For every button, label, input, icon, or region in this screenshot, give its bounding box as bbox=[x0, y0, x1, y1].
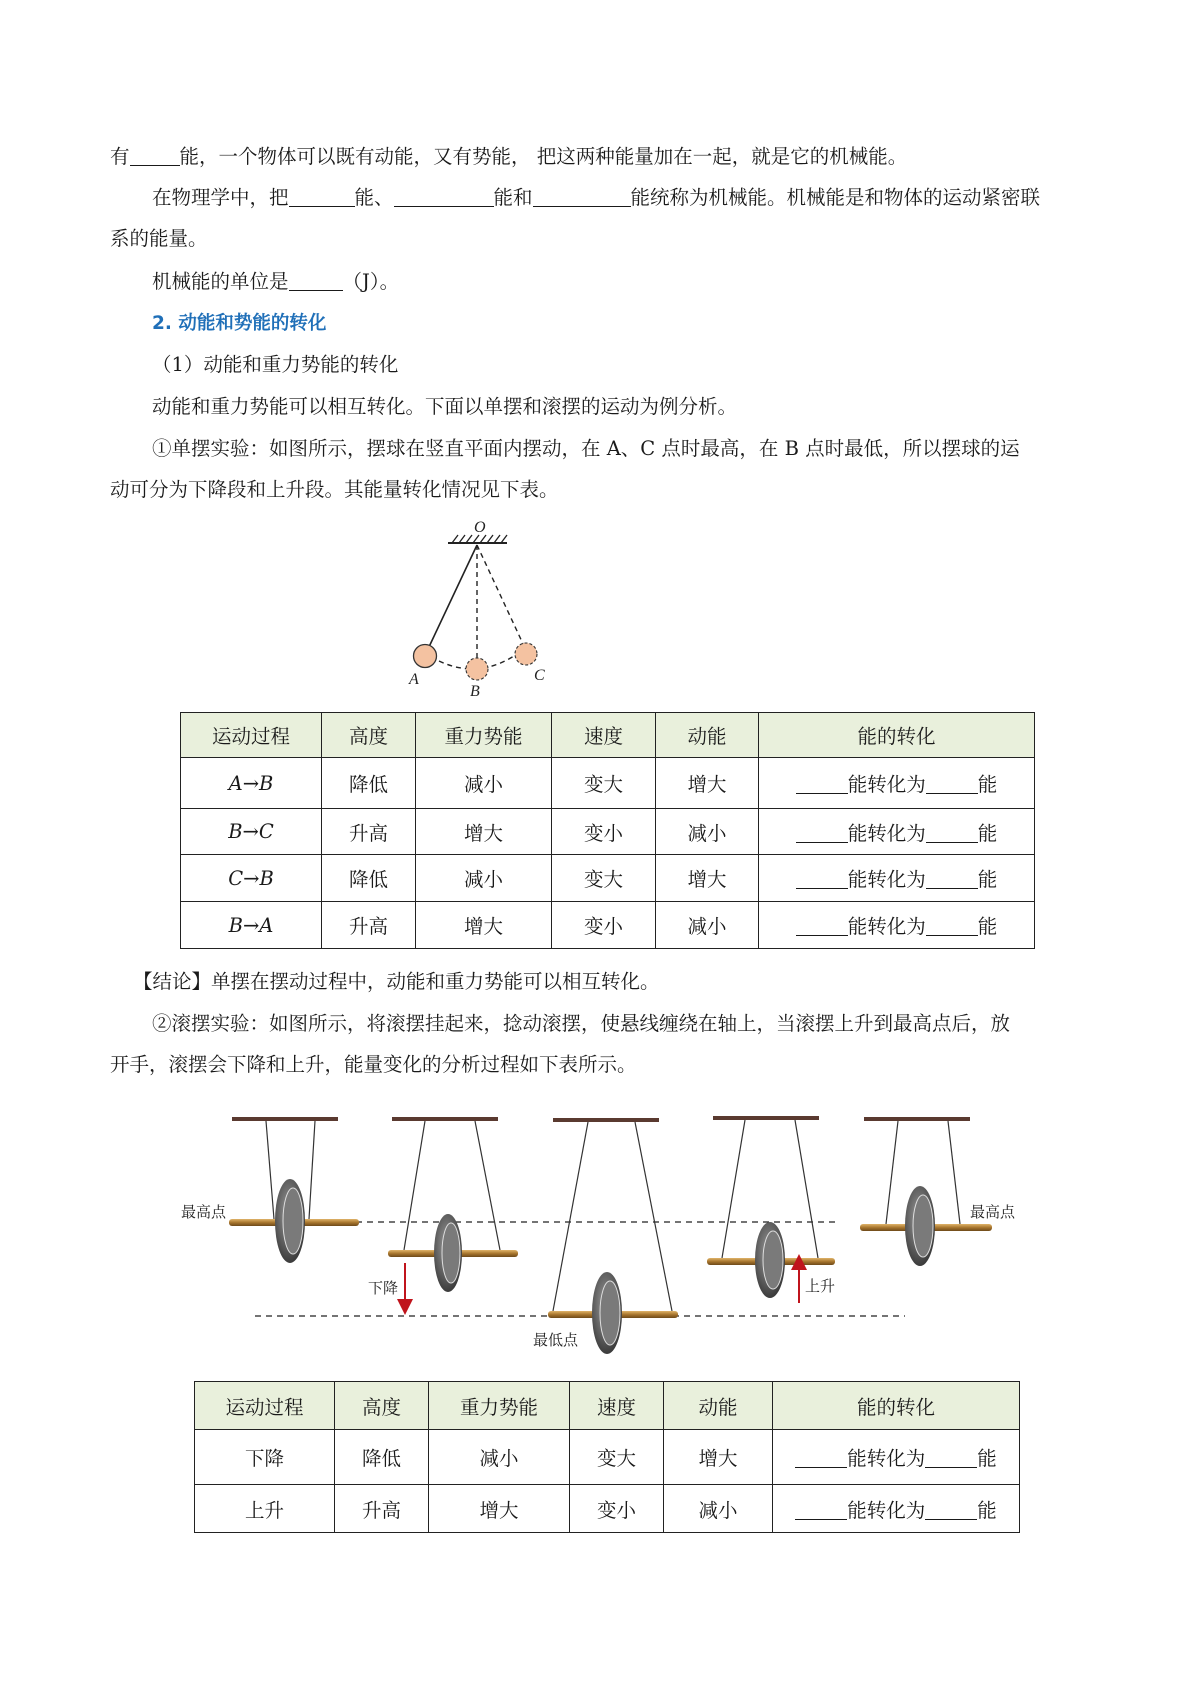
answer-blank[interactable] bbox=[925, 1447, 977, 1468]
table-header-row: 运动过程 高度 重力势能 速度 动能 能的转化 bbox=[181, 713, 1035, 758]
answer-blank[interactable] bbox=[925, 1499, 977, 1520]
table-row: C→B 降低 减小 变大 增大 能转化为 能 bbox=[181, 855, 1035, 902]
table-row: B→A 升高 增大 变小 减小 能转化为 能 bbox=[181, 902, 1035, 949]
conversion-cell: 能转化为 能 bbox=[773, 1430, 1020, 1485]
para-pendulum-experiment-cont: 动可分为下降段和上升段。其能量转化情况见下表。 bbox=[110, 478, 559, 501]
label-highest-right: 最高点 bbox=[970, 1203, 1016, 1221]
label-down: 下降 bbox=[368, 1279, 399, 1297]
para-unit: 机械能的单位是 （J）。 bbox=[152, 270, 400, 293]
table-row: 下降 降低 减小 变大 增大 能转化为 能 bbox=[195, 1430, 1020, 1485]
wheel-2 bbox=[388, 1117, 518, 1292]
conversion-cell: 能转化为 能 bbox=[759, 855, 1035, 902]
answer-blank[interactable] bbox=[795, 1447, 847, 1468]
table-row: 上升 升高 增大 变小 减小 能转化为 能 bbox=[195, 1485, 1020, 1533]
section-heading: 2. 动能和势能的转化 bbox=[152, 313, 327, 334]
wheel-3 bbox=[548, 1118, 678, 1354]
subsection-heading: （1）动能和重力势能的转化 bbox=[152, 353, 399, 376]
label-b: B bbox=[470, 683, 480, 700]
para-mechanical-energy-cont: 系的能量。 bbox=[110, 227, 208, 250]
wheel-5 bbox=[860, 1117, 992, 1266]
label-highest-left: 最高点 bbox=[181, 1203, 227, 1221]
label-c: C bbox=[534, 667, 545, 684]
para-intro: 动能和重力势能可以相互转化。下面以单摆和滚摆的运动为例分析。 bbox=[152, 395, 738, 418]
para-kinetic-potential: 有 能，一个物体可以既有动能，又有势能， 把这两种能量加在一起，就是它的机械能。 bbox=[110, 145, 908, 168]
label-up: 上升 bbox=[805, 1277, 836, 1295]
table-row: B→C 升高 增大 变小 减小 能转化为 能 bbox=[181, 809, 1035, 855]
conversion-cell: 能转化为 能 bbox=[773, 1485, 1020, 1533]
maxwell-table bbox=[194, 1381, 1020, 1533]
para-maxwell-experiment: ②滚摆实验：如图所示，将滚摆挂起来，捻动滚摆，使悬线缠绕在轴上，当滚摆上升到最高点后，放 bbox=[152, 1012, 1011, 1035]
table-row: A→B 降低 减小 变大 增大 能转化为 能 bbox=[181, 758, 1035, 809]
conversion-cell: 能转化为 能 bbox=[759, 758, 1035, 809]
label-lowest: 最低点 bbox=[533, 1331, 579, 1349]
conclusion: 【结论】单摆在摆动过程中，动能和重力势能可以相互转化。 bbox=[133, 970, 660, 993]
wheel-1 bbox=[229, 1117, 359, 1263]
para-maxwell-experiment-cont: 开手，滚摆会下降和上升，能量变化的分析过程如下表所示。 bbox=[110, 1053, 637, 1076]
conversion-cell: 能转化为 能 bbox=[759, 809, 1035, 855]
para-mechanical-energy-definition: 在物理学中，把 能、 能和 能统称为机械能。机械能是和物体的运动紧密联 bbox=[152, 186, 1041, 209]
wheel-4 bbox=[707, 1116, 835, 1298]
answer-blank[interactable] bbox=[795, 1499, 847, 1520]
table-header-row: 运动过程 高度 重力势能 速度 动能 能的转化 bbox=[195, 1382, 1020, 1430]
para-pendulum-experiment: ①单摆实验：如图所示，摆球在竖直平面内摆动，在 A、C 点时最高，在 B 点时最低，所以摆球的运 bbox=[152, 437, 1020, 460]
conversion-cell: 能转化为 能 bbox=[759, 902, 1035, 949]
label-o: O bbox=[474, 519, 486, 536]
label-a: A bbox=[409, 671, 419, 688]
